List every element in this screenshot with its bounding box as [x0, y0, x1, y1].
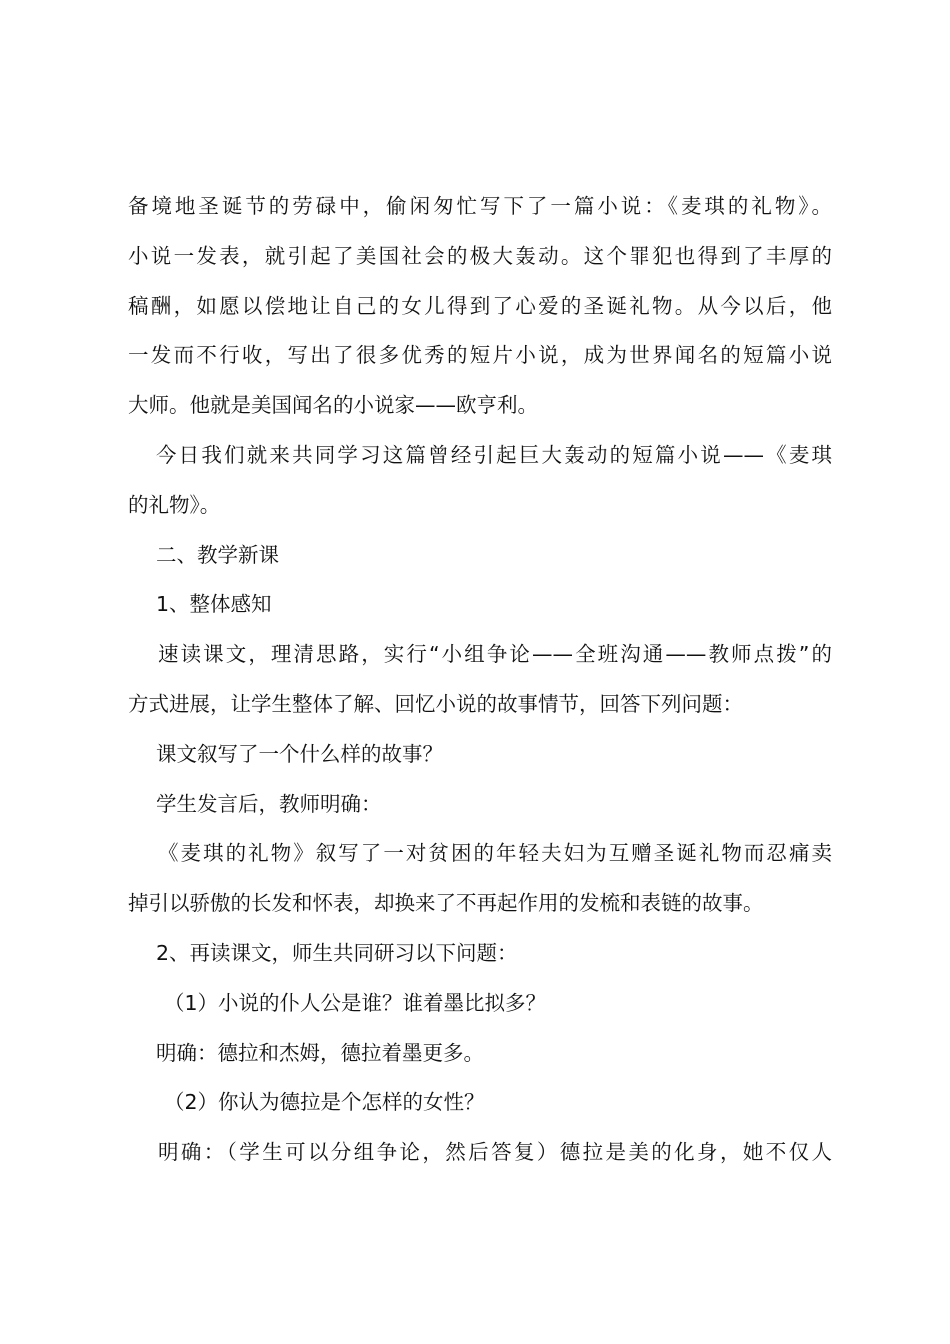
section-heading: 二、教学新课 — [156, 542, 279, 567]
paragraph-line: 的礼物》。 — [128, 492, 221, 517]
document-body — [128, 182, 832, 1178]
subsection-heading: 1、整体感知 — [156, 592, 272, 617]
paragraph-line: 今日我们就来共同学习这篇曾经引起巨大轰动的短篇小说——《麦琪 — [156, 442, 832, 467]
paragraph-line: 学生发言后，教师明确： — [156, 791, 382, 816]
question-line: （2）你认为德拉是个怎样的女性？ — [164, 1090, 485, 1115]
paragraph-line: 掉引以骄傲的长发和怀表，却换来了不再起作用的发梳和表链的故事。 — [128, 891, 764, 916]
question-line: （1）小说的仆人公是谁？谁着墨比拟多？ — [164, 990, 547, 1015]
answer-line: 明确：德拉和杰姆，德拉着墨更多。 — [156, 1040, 484, 1065]
paragraph-line: 方式进展，让学生整体了解、回忆小说的故事情节，回答下列问题： — [128, 691, 743, 716]
paragraph-line: 《麦琪的礼物》叙写了一对贫困的年轻夫妇为互赠圣诞礼物而忍痛卖 — [158, 841, 832, 866]
paragraph-line: 一发而不行收，写出了很多优秀的短片小说，成为世界闻名的短篇小说 — [128, 343, 832, 368]
paragraph-line: 稿酬，如愿以偿地让自己的女儿得到了心爱的圣诞礼物。从今以后，他 — [128, 293, 832, 318]
paragraph-line: 大师。他就是美国闻名的小说家——欧亨利。 — [128, 393, 538, 418]
paragraph-line: 小说一发表，就引起了美国社会的极大轰动。这个罪犯也得到了丰厚的 — [128, 243, 832, 268]
paragraph-line: 课文叙写了一个什么样的故事？ — [156, 741, 443, 766]
answer-line: 明确：（学生可以分组争论，然后答复）德拉是美的化身，她不仅人 — [158, 1140, 832, 1165]
subsection-heading: 2、再读课文，师生共同研习以下问题： — [156, 940, 518, 965]
paragraph-line: 备境地圣诞节的劳碌中，偷闲匆忙写下了一篇小说：《麦琪的礼物》。 — [128, 194, 832, 218]
paragraph-line: 速读课文，理清思路，实行“小组争论——全班沟通——教师点拨”的 — [158, 642, 832, 667]
